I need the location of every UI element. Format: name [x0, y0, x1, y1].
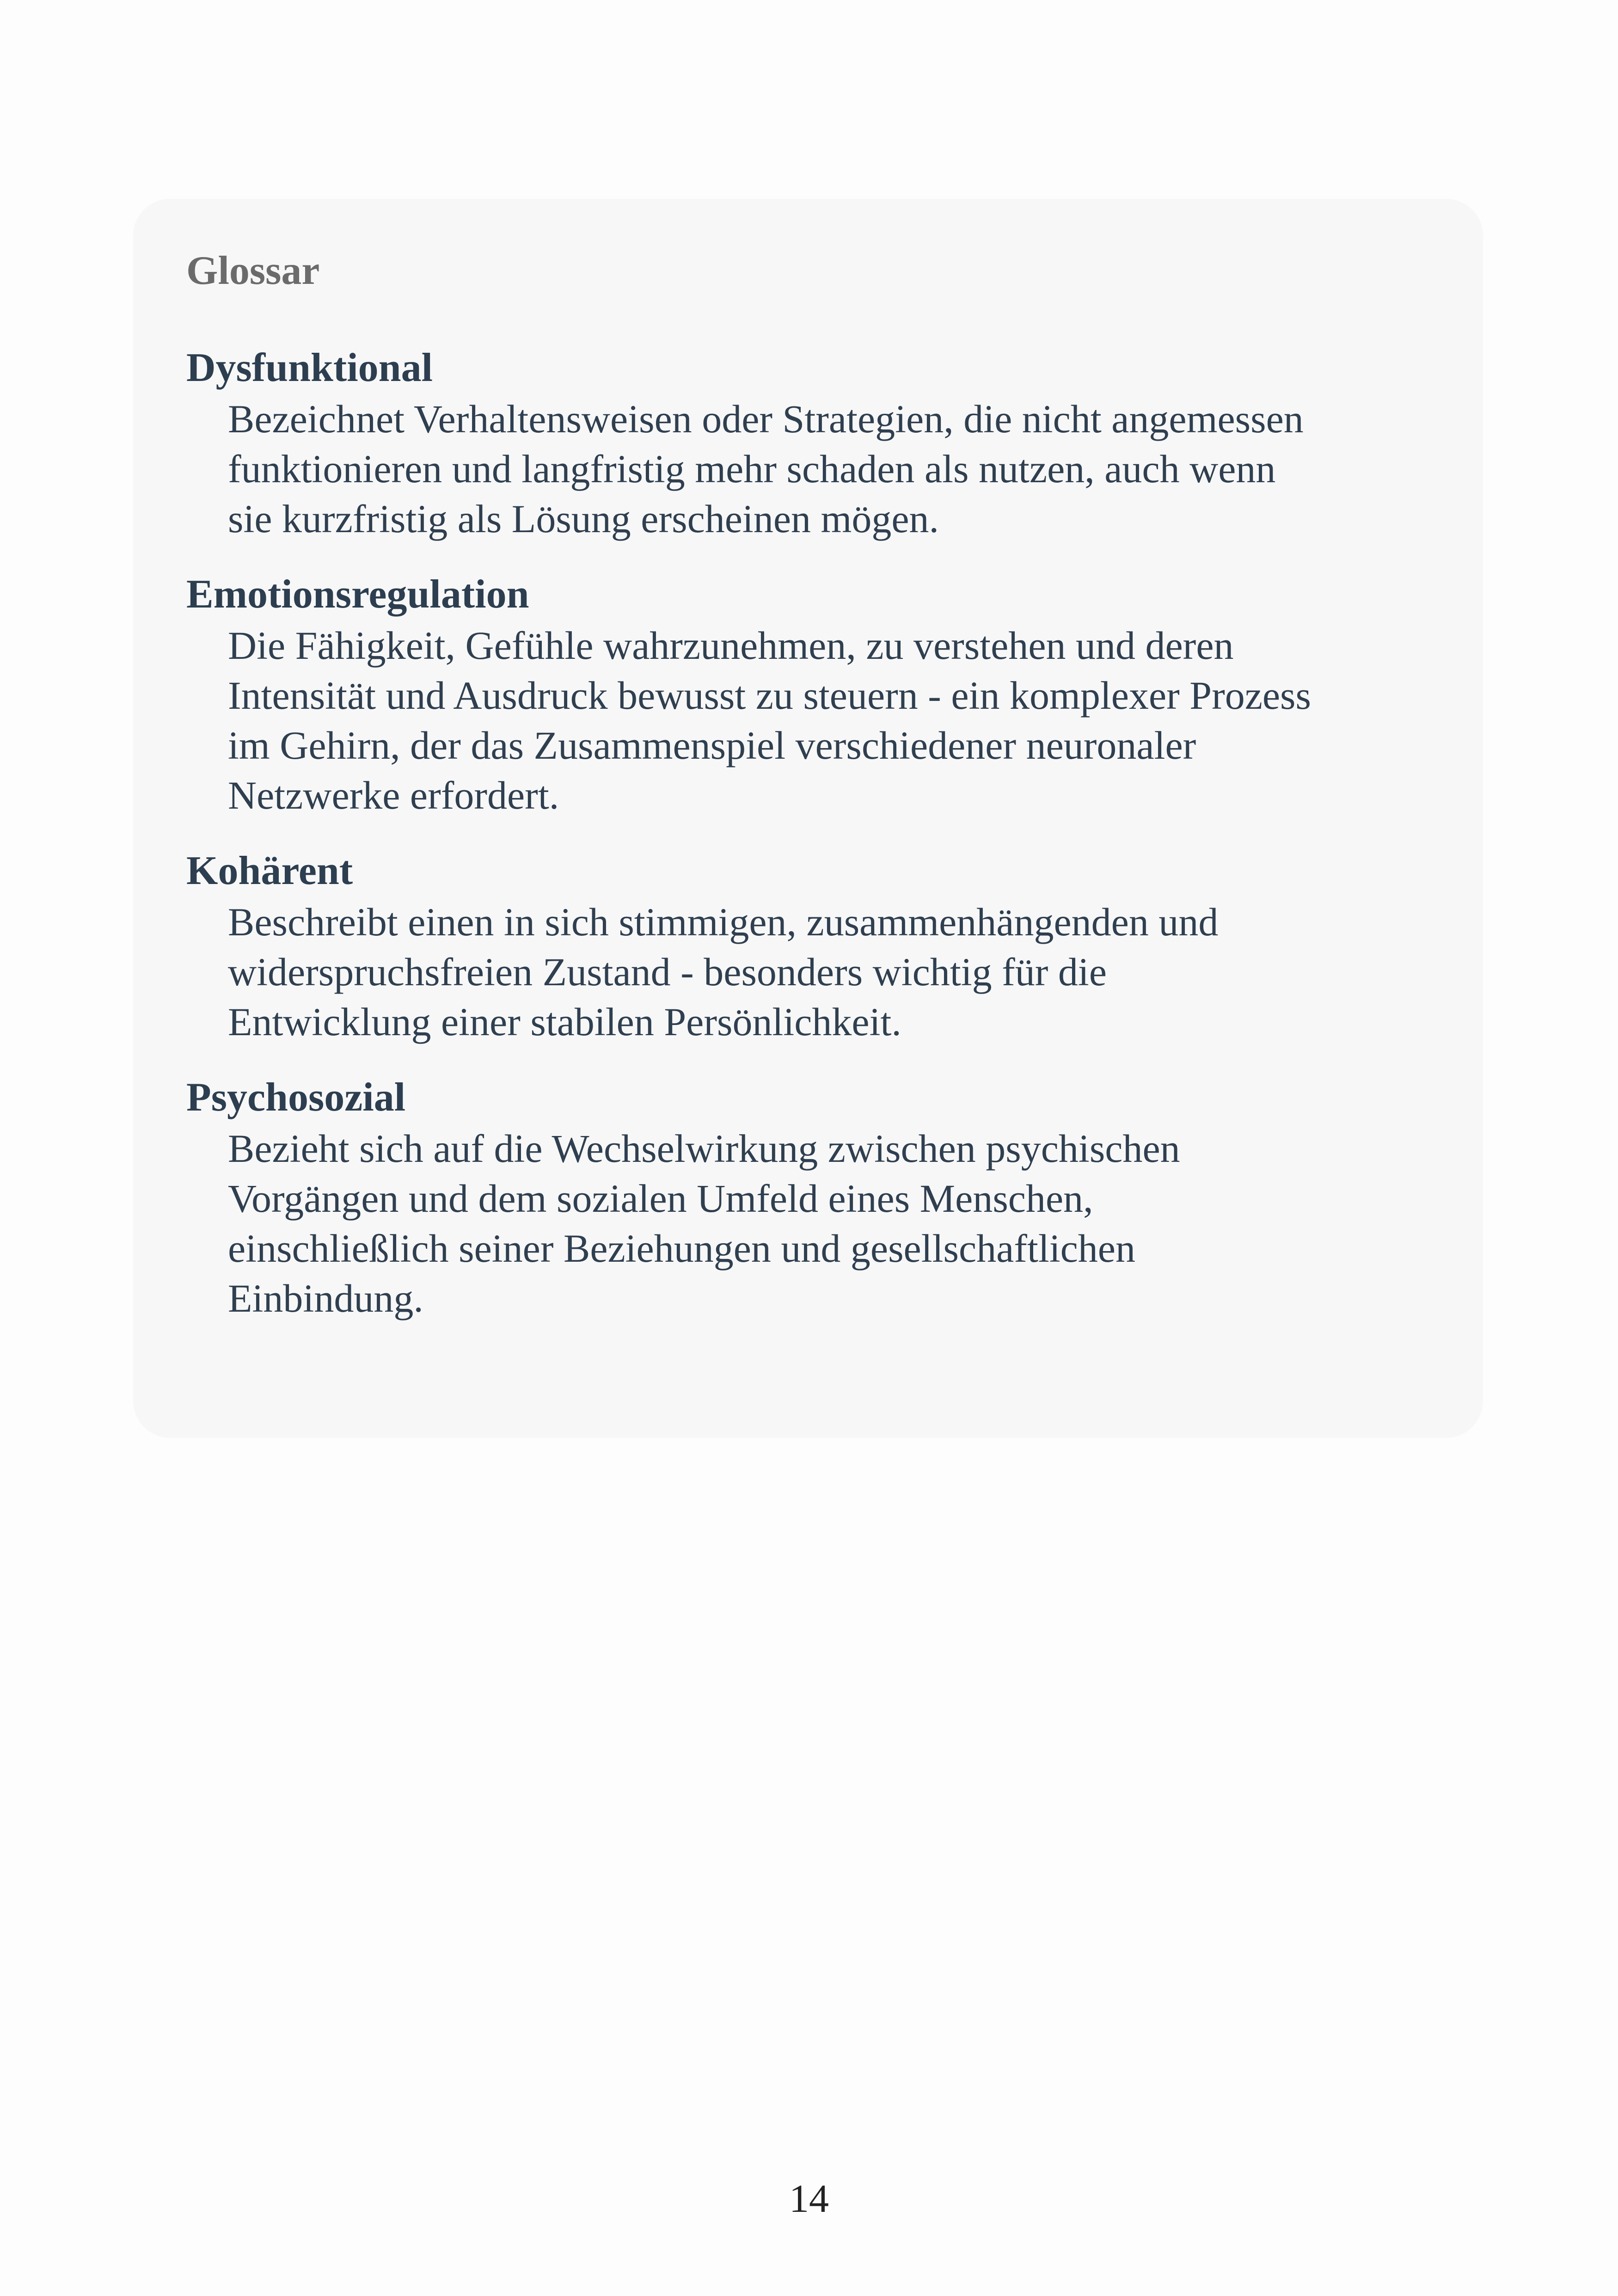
glossary-entry: [186, 345, 1483, 544]
glossary-entry: [186, 848, 1483, 1047]
glossary-term: Psychosozial: [186, 1075, 406, 1120]
glossary-definition: Bezeichnet Verhaltensweisen oder Strategien, die nicht angemessen funktionieren und langfristig mehr schaden als nutzen, auch wenn sie kurzfristig als Lösung erscheinen mögen.: [228, 397, 1304, 541]
glossary-definition: Bezieht sich auf die Wechselwirkung zwischen psychischen Vorgängen und dem sozialen Umfeld eines Menschen, einschließlich seiner Beziehungen und gesellschaftlichen Einbindung.: [228, 1126, 1180, 1320]
page-number: 14: [789, 2176, 829, 2221]
glossary-entry: [186, 574, 1483, 820]
glossary-term: Dysfunktional: [186, 345, 433, 390]
glossary-entry: [186, 1077, 1483, 1323]
glossary-term: Kohärent: [186, 848, 353, 893]
glossary-definition: Die Fähigkeit, Gefühle wahrzunehmen, zu verstehen und deren Intensität und Ausdruck bewusst zu steuern - ein komplexer Prozess im Gehirn, der das Zusammenspiel verschiedener neuronaler Netzwerke erfordert.: [228, 623, 1311, 817]
glossary-term: Emotionsregulation: [186, 572, 529, 617]
glossary-title: Glossar: [186, 248, 320, 293]
glossary-definition: Beschreibt einen in sich stimmigen, zusammenhängenden und widerspruchsfreien Zustand - besonders wichtig für die Entwicklung einer stabilen Persönlichkeit.: [228, 900, 1219, 1044]
glossary-box: [133, 199, 1483, 1438]
